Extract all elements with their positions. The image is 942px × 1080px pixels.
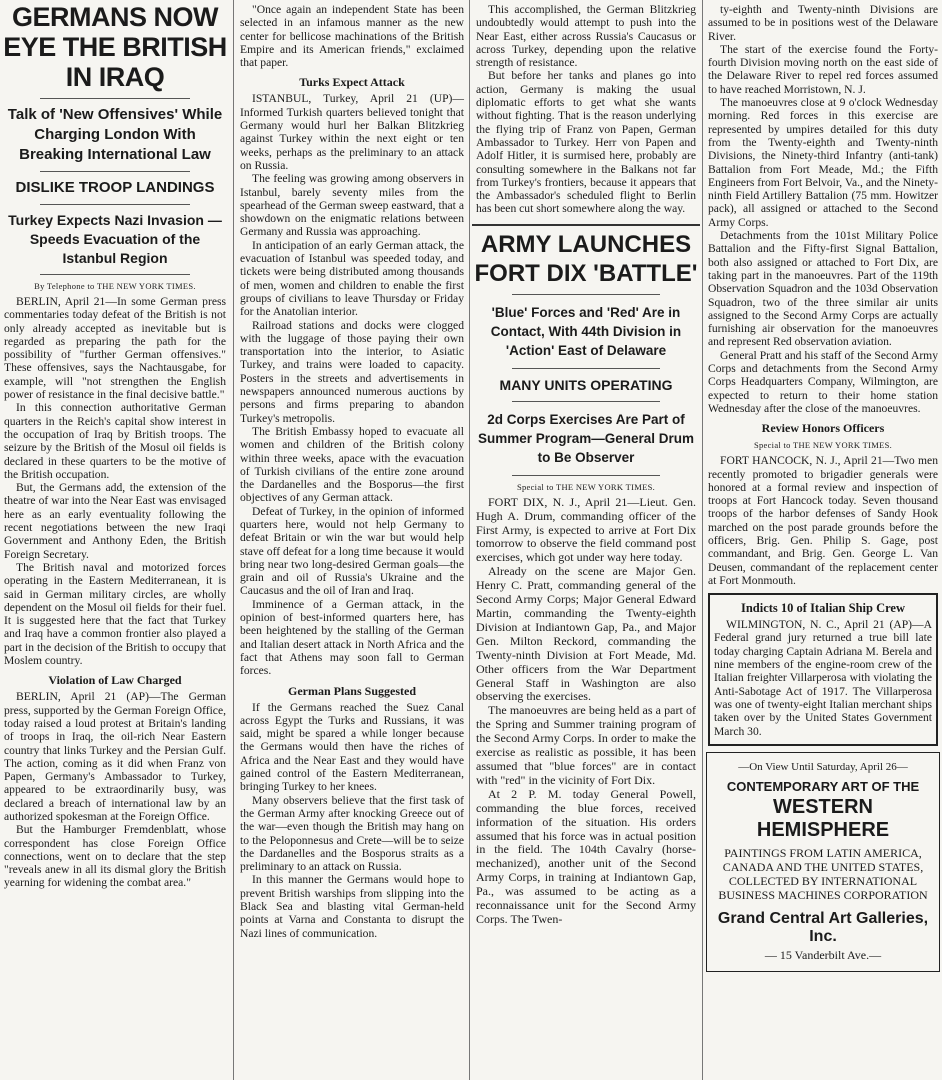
divider xyxy=(512,401,660,402)
box-body xyxy=(714,618,932,738)
column-rule xyxy=(469,0,470,1080)
ad-address: — 15 Vanderbilt Ave.— xyxy=(764,947,882,962)
column-1 xyxy=(0,0,230,1080)
divider xyxy=(40,274,190,275)
paragraph: The manoeuvres are being held as a part of the Spring and Summer training program of the Second Army Corps. In order to make the exercise as realistic as possible, it has been assumed that "blue forces" are in contact with "red" in the vicinity of Fort Dix. xyxy=(476,703,696,787)
article-body xyxy=(476,496,696,927)
subhead-review-honors: Review Honors Officers xyxy=(761,421,885,436)
column-2 xyxy=(236,0,468,1080)
paragraph: General Pratt and his staff of the Second Army Corps and detachments from the Second Army Corps Headquarters Company, Wilmington, are expected to return to their home station Wednesday after the close of the manoeuvres. xyxy=(708,348,938,415)
byline-credit: Special to THE NEW YORK TIMES. xyxy=(516,481,656,492)
subhead-german-plans: German Plans Suggested xyxy=(287,683,416,698)
paragraph: The manoeuvres close at 9 o'clock Wednesday morning. Red forces in this exercise are represented by umpires detailed for this duty from the Twenty-eighth and Twenty-ninth Divisions, the Ninety-third Infantry (anti-tank) Battalion from Fort Meade, Md.; the Fifth Engineers from Fort Belvoir, Va., and the Ninety-ninth Field Artillery Battalion (75 mm. Howitzer pack), all assigned or attached to the Second Army Corps. xyxy=(708,96,938,229)
paragraph: FORT HANCOCK, N. J., April 21—Two men recently promoted to brigadier generals were honored at a formal review and inspection of troops at Fort Hancock today. Seven thousand troops of the harbor defenses of Sandy Hook marched on the post parade grounds before the officers, Brig. Gen. Philip S. Gage, post commandant, and Brig. Gen. George L. Van Deusen, commandant of the replacement center at Fort Monmouth. xyxy=(708,454,938,587)
byline-credit: Special to THE NEW YORK TIMES. xyxy=(753,440,893,451)
divider xyxy=(40,98,190,99)
divider xyxy=(512,475,660,476)
column-rule xyxy=(702,0,703,1080)
paragraph: If the Germans reached the Suez Canal across Egypt the Turks and Russians, it was said, might be spared a while longer because the Germans would then have the riches of Africa and the Near East and they would have gained control of the Eastern Mediterranean, bringing Turkey to her knees. xyxy=(240,700,464,794)
article-body xyxy=(240,3,464,69)
paragraph: At 2 P. M. today General Powell, commanding the blue forces, received information of the situation. His orders assumed that his force was in actual position in the field. The 104th Cavalry (horse-mechanized), another unit of the Second Army Corps, in training at Indiantown Gap, Pa., was assumed to be acting as a reconnaissance unit for the Second Army Corps. The Twen- xyxy=(476,786,696,926)
divider xyxy=(512,368,660,369)
divider xyxy=(472,224,700,226)
subhead-turks-expect: Turks Expect Attack xyxy=(299,75,405,90)
subhead-violation: Violation of Law Charged xyxy=(48,673,182,688)
article-body xyxy=(4,690,226,889)
headline-army-launches: ARMY LAUNCHES FORT DIX 'BATTLE' xyxy=(474,230,698,287)
paragraph: Defeat of Turkey, in the opinion of informed quarters here, would not help Germany to defeat Britain or win the war but would help stave off defeat for a long time because it would bring near two long-desired German goals—the grain and oil of Russia's Ukraine and the Caucasus and the oil of Iran and Iraq. xyxy=(240,504,464,598)
paragraph: "Once again an independent State has been selected in an infamous manner as the new center for bellicose machinations of the British Empire and its American friends," exclaimed that paper. xyxy=(240,3,464,70)
article-body xyxy=(476,3,696,216)
ad-description: PAINTINGS FROM LATIN AMERICA, CANADA AND THE UNITED STATES, COLLECTED BY INTERNATIONAL BUSINESS MACHINES CORPORATION xyxy=(718,845,928,902)
article-body xyxy=(708,3,938,415)
column-4 xyxy=(704,0,942,1080)
gallery-advertisement xyxy=(706,752,940,972)
deck-blue-red: 'Blue' Forces and 'Red' Are in Contact, With 44th Division in 'Action' East of Delaware xyxy=(490,304,682,358)
paragraph: Detachments from the 101st Military Police Battalion and the Fifty-first Signal Battalion, both also assigned or attached to Fort Dix, are taking part in the manoeuvres. Part of the 119th Observation Squadron and the 103d Observation Squadron, two of the three similar air units assigned to the Second Army Corps are actually furnishing air observation for the manoeuvres and represent Red observation aviation. xyxy=(708,229,938,349)
divider xyxy=(40,171,190,172)
deck-many-units: MANY UNITS OPERATING xyxy=(499,376,673,393)
article-body xyxy=(4,295,226,667)
ad-gallery-name: Grand Central Art Galleries, Inc. xyxy=(717,909,929,945)
deck-troop-landings: DISLIKE TROOP LANDINGS xyxy=(15,179,215,196)
ad-title-2: WESTERN HEMISPHERE xyxy=(756,795,890,841)
article-body xyxy=(240,92,464,677)
paragraph: BERLIN, April 21—In some German press commentaries today defeat of the British is not only already accepted as inevitable but is regarded as preparing the path for the possibility of "further German offensives." These offensives, says the Nachtausgabe, for example, will "not strengthen the English power of resistance in the final decisive battle." xyxy=(4,295,226,402)
deck-corps-exercises: 2d Corps Exercises Are Part of Summer Program—General Drum to Be Observer xyxy=(477,411,695,465)
paragraph: ty-eighth and Twenty-ninth Divisions are assumed to be in positions west of the Delaware River. xyxy=(708,3,938,43)
paragraph: But, the Germans add, the extension of the theatre of war into the Near East was envisaged here as an early eventuality following the recent negotiations between the new Iraqi Government and Anthony Eden, the British Foreign Secretary. xyxy=(4,481,226,561)
paragraph: The British Embassy hoped to evacuate all women and children of the British colony within three weeks, apace with the evacuation of Turkish civilians of the entire zone around the Dardanelles and the Bosporus—the first objectives of any German attack. xyxy=(240,424,464,505)
paragraph: ISTANBUL, Turkey, April 21 (UP)—Informed Turkish quarters believed tonight that Germany would hurl her Balkan Blitzkrieg against Turkey within the next eight or ten weeks, perhaps as the preliminary to an attack on Russia. xyxy=(240,92,464,172)
paragraph: But before her tanks and planes go into action, Germany is making the usual diplomatic efforts to get what she wants without fighting. That is the reason underlying the flying trip of Franz von Papen, German Ambassador to Turkey. Herr von Papen and Adolf Hitler, it is surmised here, probably are consulting somewhere in the Balkans not far from Turkey's frontiers, because it appears that the Ambassador's scheduled flight to Berlin has been cut short somewhere along the way. xyxy=(476,69,696,216)
deck-turkey-expects: Turkey Expects Nazi Invasion —Speeds Evacuation of the Istanbul Region xyxy=(8,212,222,266)
paragraph: Many observers believe that the first task of the German Army after knocking Greece out of the war—even though the British may hang on to the Peloponnesus and Crete—will be to seize the Dardanelles and the Bosporus straits as a preliminary to an attack on Russia. xyxy=(240,793,464,874)
paragraph: WILMINGTON, N. C., April 21 (AP)—A Federal grand jury returned a true bill late today charging Captain Adriana M. Berela and nine members of the engine-room crew of the Italian freighter Villarperosa with violating the Anti-Sabotage Act of 1917. The Villarperosa was one of twenty-eight Italian merchant ships taken over by the United States Government March 30. xyxy=(714,618,932,738)
column-rule xyxy=(233,0,234,1080)
byline-credit: By Telephone to THE NEW YORK TIMES. xyxy=(34,281,196,291)
divider xyxy=(40,204,190,205)
paragraph: Railroad stations and docks were clogged with the luggage of those paying their own transportation into the interior, to Asiatic Turkey, and trains were loaded to capacity. Posters in the streets and advertisements in newspapers announced numerous auctions by persons and firms preparing to abandon Turkey's metropolis. xyxy=(240,318,464,425)
paragraph: This accomplished, the German Blitzkrieg undoubtedly would attempt to push into the Near East, either across Russia's Caucasus or across Turkey, depending upon the relative strength of resistance. xyxy=(476,3,696,70)
headline-germans-iraq: GERMANS NOW EYE THE BRITISH IN IRAQ xyxy=(3,2,227,92)
box-headline: Indicts 10 of Italian Ship Crew xyxy=(740,601,906,616)
paragraph: The British naval and motorized forces operating in the Eastern Mediterranean, it is said in German military circles, are wholly dependent on the Mosul oil fields for their fuel. It is suggested here that the fact that Turkey and Iraq have a common frontier also played a part in the decision of the British to occupy that Moslem country. xyxy=(4,560,226,668)
article-body xyxy=(240,701,464,940)
news-box-indicts xyxy=(708,593,938,746)
paragraph: BERLIN, April 21 (AP)—The German press, supported by the German Foreign Office, today raised a loud protest at Britain's landing of troops in Iraq, the oil-rich Near Eastern country that links Turkey and the Persian Gulf. The action, coming as it did when Franz von Papen, Germany's Ambassador to Turkey, appeared to be extraordinarily busy, was declared a breach of international law by an authorized spokesman at the Foreign Office. xyxy=(4,690,226,823)
paragraph: FORT DIX, N. J., April 21—Lieut. Gen. Hugh A. Drum, commanding officer of the First Army, is expected to arrive at Fort Dix tomorrow to observe the field command post exercises, which got under way here today. xyxy=(476,494,696,565)
ad-title-1: CONTEMPORARY ART OF THE xyxy=(726,778,920,794)
paragraph: Already on the scene are Major Gen. Henry C. Pratt, commanding general of the Second Army Corps; Major General Edward Martin, commanding the Twenty-eighth Division at Indiantown Gap, Pa., and Major Gen. Milton Reckord, commanding the Twenty-ninth Division at Fort Meade, Md. Other officers from the War Department General Staff in Washington are also observing the exercises. xyxy=(476,564,696,704)
deck-new-offensives: Talk of 'New Offensives' While Charging London With Breaking International Law xyxy=(7,106,223,163)
paragraph: But the Hamburger Fremdenblatt, whose correspondent has close Foreign Office connections, went on to declare that the step "reveals anew in all its dismal glory the British yearning for widening the combat area." xyxy=(4,823,226,890)
paragraph: The start of the exercise found the Forty-fourth Division moving north on the east side of the Delaware River to repel red forces assumed to have reached Morristown, N. J. xyxy=(708,42,938,96)
paragraph: In this manner the Germans would hope to prevent British warships from slipping into the Black Sea and blasting vital German-held points at Varna and Constanta to disrupt the Nazi lines of communication. xyxy=(240,873,464,940)
column-3 xyxy=(472,0,700,1080)
paragraph: In anticipation of an early German attack, the evacuation of Istanbul was speeded today, and tickets were being distributed among thousands of men, women and children to enable the first groups of civilians to leave Thursday or Friday for the Anatolian interior. xyxy=(240,238,464,319)
divider xyxy=(512,294,660,295)
article-body xyxy=(708,454,938,587)
paragraph: Imminence of a German attack, in the opinion of best-informed quarters here, has been heightened by the stalling of the German and Italian desert attack in North Africa and the fact that Athens may soon fall to German forces. xyxy=(240,597,464,678)
paragraph: In this connection authoritative German quarters in the Reich's capital show interest in the occupation of Iraq by British troops. The seizure by the British of the Mosul oil fields is declared in these quarters to be the motive of the British occupation. xyxy=(4,401,226,481)
paragraph: The feeling was growing among observers in Istanbul, barely seventy miles from the spearhead of the German sweep eastward, that a showdown on the enigmatic relations between Germany and Russia was approaching. xyxy=(240,172,464,239)
ad-dates: —On View Until Saturday, April 26— xyxy=(738,760,908,773)
